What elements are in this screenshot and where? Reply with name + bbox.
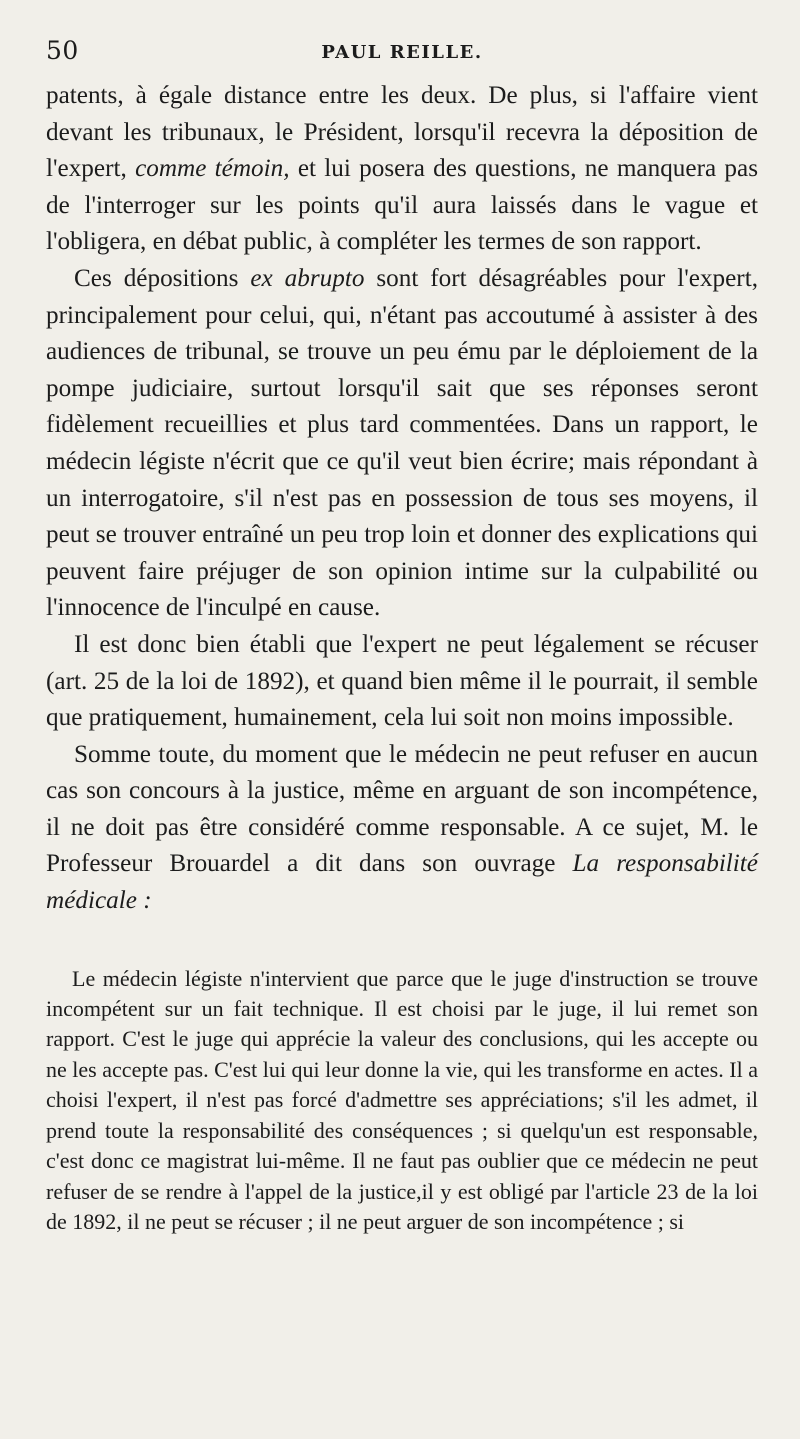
paragraph-3: Il est donc bien établi que l'expert ne peut légalement se récuser (art. 25 de la loi de 1892), et quand bien même il le pourrait, il semble que pratiquement, humainement, cela lui soit non moins impossible. [46, 630, 758, 732]
italic-phrase: comme témoin, [135, 155, 290, 183]
paragraph-4: Somme toute, du moment que le médecin ne peut refuser en aucun cas son concours à la justice, même en arguant de son incompétence, il ne doit pas être considéré comme responsable. A ce sujet, M. le Professeur Brouardel a dit dans son ouvrage La responsabilité médicale : [46, 740, 758, 915]
quote-text: Le médecin légiste n'intervient que parce que le juge d'instruction se trouve incompétent sur un fait technique. Il est choisi par le juge, il lui remet son rapport. C'est le juge qui apprécie la valeur des conclusions, qui les accepte ou ne les accepte pas. C'est lui qui leur donne la vie, qui les transforme en actes. Il a choisi l'expert, il n'est pas forcé d'admettre ses appréciations; s'il les admet, il prend toute la responsabilité des conséquences ; si quelqu'un est responsable, c'est donc ce magistrat lui-même. Il ne faut pas oublier que ce médecin ne peut refuser de se rendre à l'appel de la justice,il y est obligé par l'article 23 de la loi de 1892, il ne peut se récuser ; il ne peut arguer de son incompétence ; si [46, 965, 758, 1234]
italic-phrase: ex abrupto [250, 264, 365, 292]
running-head: PAUL REILLE. [321, 42, 483, 63]
body-text [46, 78, 758, 920]
book-title: La responsabilité médicale : [46, 850, 758, 915]
page-header [46, 36, 758, 76]
page-number: 50 [46, 36, 79, 65]
paragraph-2: Ces dépositions ex abrupto sont fort désagréables pour l'expert, principalement pour celui, qui, n'étant pas accoutumé à assister à des audiences de tribunal, se trouve un peu ému par le déploiement de la pompe judiciaire, surtout lorsqu'il sait que ses réponses seront fidèlement recueillies et plus tard commentées. Dans un rapport, le médecin légiste n'écrit que ce qu'il veut bien écrire; mais répondant à un interrogatoire, s'il n'est pas en possession de tous ses moyens, il peut se trouver entraîné un peu trop loin et donner des explications qui peuvent faire préjuger de son opinion intime sur la culpabilité ou l'innocence de l'inculpé en cause. [46, 264, 758, 622]
block-quote [46, 964, 758, 1238]
paragraph-1: patents, à égale distance entre les deux. De plus, si l'affaire vient devant les tribunaux, le Président, lorsqu'il recevra la déposition de l'expert, comme témoin, et lui posera des questions, ne manquera pas de l'interroger sur les points qu'il aura laissés dans le vague et l'obligera, en débat public, à compléter les termes de son rapport. [46, 82, 758, 256]
